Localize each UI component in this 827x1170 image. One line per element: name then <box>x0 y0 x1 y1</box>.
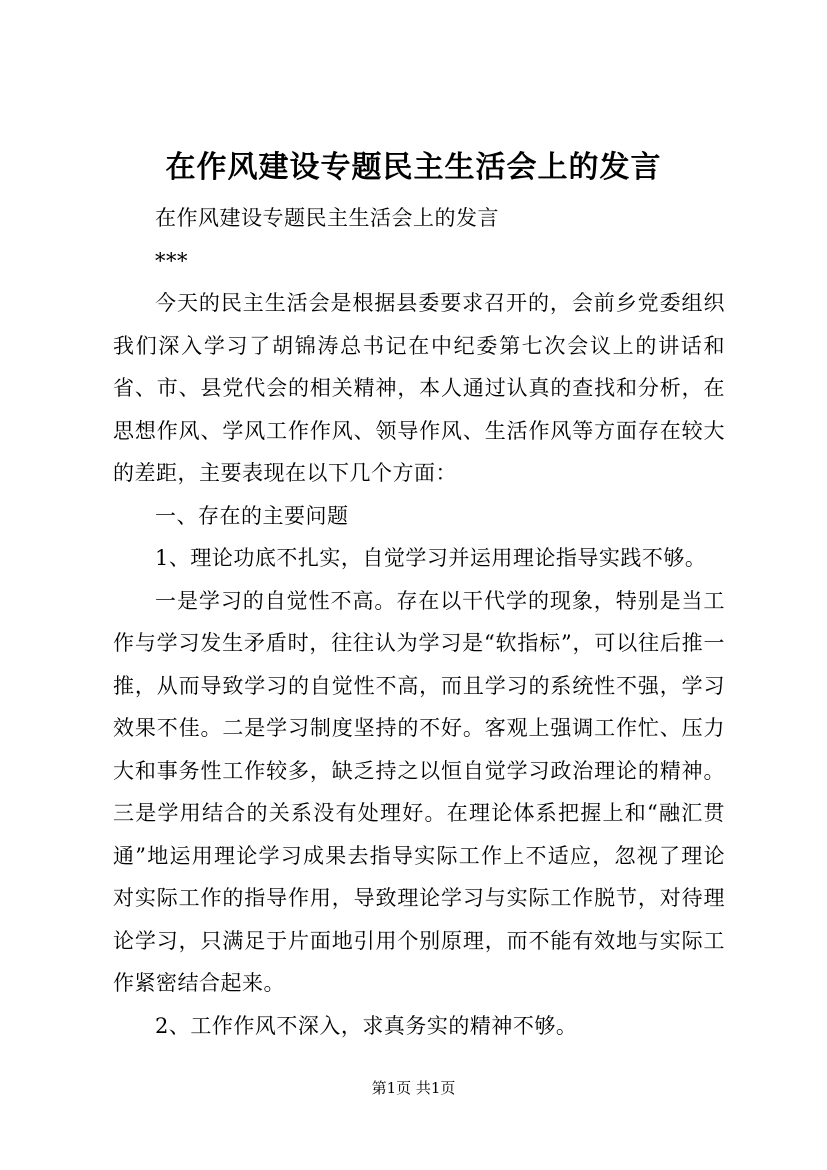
subsection-heading-1: 1、理论功底不扎实，自觉学习并运用理论指导实践不够。 <box>155 546 707 570</box>
intro-paragraph: 今天的民主生活会是根据县委要求召开的，会前乡党委组织我们深入学习了胡锦涛总书记在中纪委第七次会议上的讲话和省、市、县党代会的相关精神，本人通过认真的查找和分析，在思想作风、学风工作作风、领导作风、生活作风等方面存在较大的差距，主要表现在以下几个方面： <box>113 291 725 485</box>
body-paragraph: 一是学习的自觉性不高。存在以干代学的现象，特别是当工作与学习发生矛盾时，往往认为学习是“软指标”，可以往后推一推，从而导致学习的自觉性不高，而且学习的系统性不强，学习效果不佳。二是学习制度坚持的不好。客观上强调工作忙、压力大和事务性工作较多，缺乏持之以恒自觉学习政治理论的精神。三是学用结合的关系没有处理好。在理论体系把握上和“融汇贯通”地运用理论学习成果去指导实际工作上不适应，忽视了理论对实际工作的指导作用，导致理论学习与实际工作脱节，对待理论学习，只满足于片面地引用个别原理，而不能有效地与实际工作紧密结合起来。 <box>113 588 725 995</box>
subtitle-paragraph: 在作风建设专题民主生活会上的发言 <box>155 206 499 230</box>
section-heading: 一、存在的主要问题 <box>155 503 349 528</box>
author-placeholder: *** <box>155 248 188 273</box>
subsection-heading-2: 2、工作作风不深入，求真务实的精神不够。 <box>155 1013 578 1038</box>
page-footer: 第1页 共1页 <box>371 1079 456 1097</box>
document-title: 在作风建设专题民主生活会上的发言 <box>165 150 662 185</box>
document-body <box>113 197 725 1047</box>
